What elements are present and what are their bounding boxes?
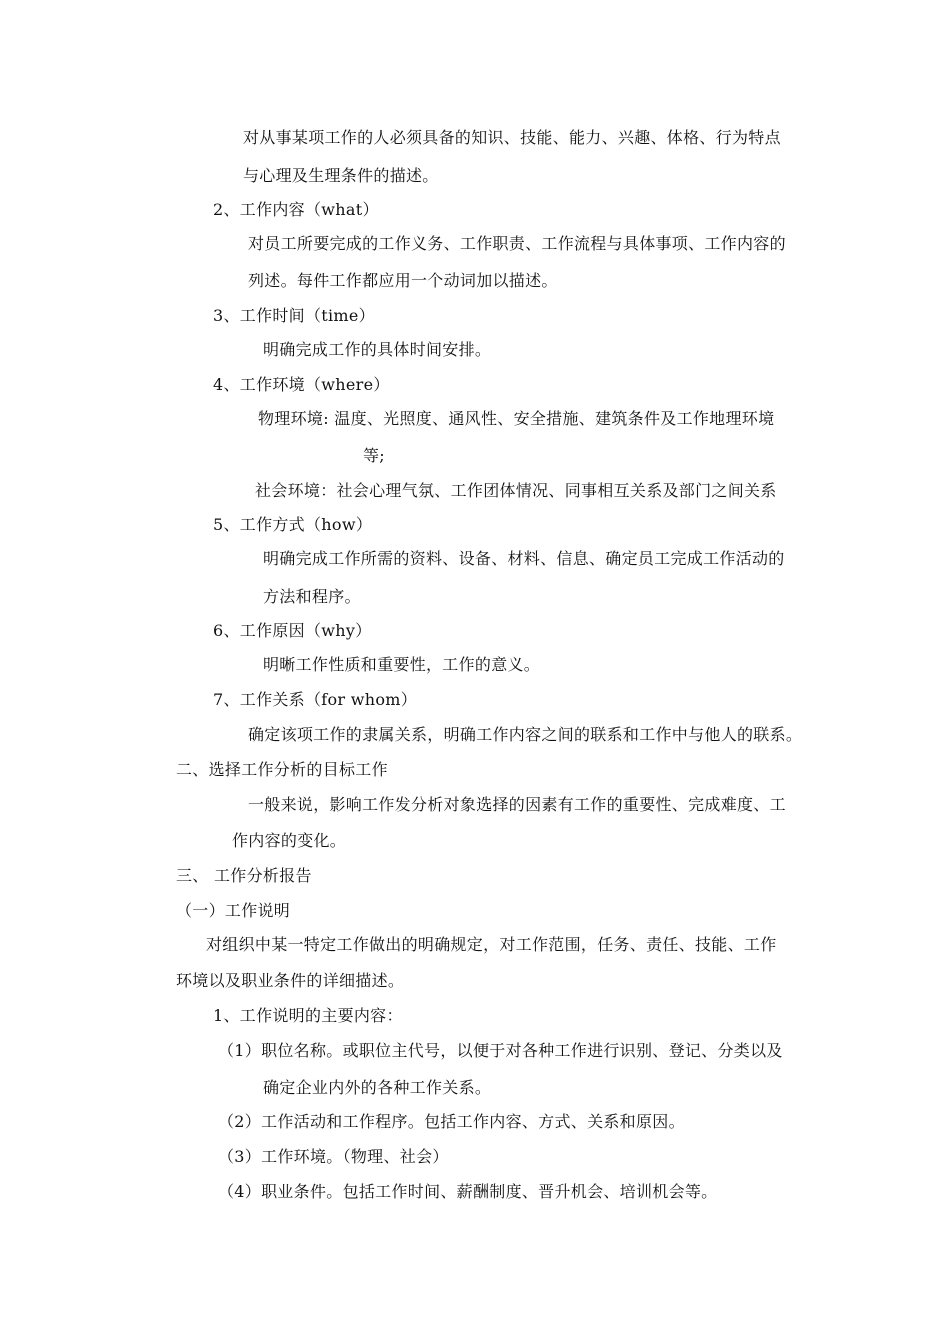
paragraph-line: 确定该项工作的隶属关系，明确工作内容之间的联系和工作中与他人的联系。 <box>248 725 803 744</box>
paragraph-line: 对从事某项工作的人必须具备的知识、技能、能力、兴趣、体格、行为特点 <box>243 128 781 147</box>
paragraph-line: 等; <box>363 446 385 465</box>
list-item: （1）职位名称。或职位主代号，以便于对各种工作进行识别、登记、分类以及 <box>218 1041 783 1060</box>
subsection-heading: （一）工作说明 <box>176 901 291 920</box>
section-heading: 1、工作说明的主要内容： <box>213 1006 403 1025</box>
paragraph-line: 方法和程序。 <box>263 587 361 606</box>
chapter-heading: 二、选择工作分析的目标工作 <box>176 760 388 779</box>
list-item-continuation: 确定企业内外的各种工作关系。 <box>263 1078 492 1097</box>
list-item: （3）工作环境。（物理、社会） <box>218 1147 449 1166</box>
paragraph-line: 与心理及生理条件的描述。 <box>243 166 439 185</box>
paragraph-line: 社会环境：社会心理气氛、工作团体情况、同事相互关系及部门之间关系 <box>255 481 777 500</box>
section-heading: 3、工作时间（time） <box>213 306 375 325</box>
paragraph-line: 物理环境: 温度、光照度、通风性、安全措施、建筑条件及工作地理环境 <box>258 409 775 428</box>
paragraph-line: 列述。每件工作都应用一个动词加以描述。 <box>248 271 558 290</box>
paragraph-line: 一般来说，影响工作发分析对象选择的因素有工作的重要性、完成难度、工 <box>248 795 786 814</box>
paragraph-line: 明晰工作性质和重要性，工作的意义。 <box>263 655 541 674</box>
paragraph-line: 环境以及职业条件的详细描述。 <box>176 971 405 990</box>
paragraph-line: 对组织中某一特定工作做出的明确规定，对工作范围，任务、责任、技能、工作 <box>206 935 777 954</box>
paragraph-line: 对员工所要完成的工作义务、工作职责、工作流程与具体事项、工作内容的 <box>248 234 786 253</box>
paragraph-line: 作内容的变化。 <box>232 831 347 850</box>
section-heading: 2、工作内容（what） <box>213 200 379 219</box>
section-heading: 7、工作关系（for whom） <box>213 690 418 709</box>
list-item: （2）工作活动和工作程序。包括工作内容、方式、关系和原因。 <box>218 1112 685 1131</box>
section-heading: 6、工作原因（why） <box>213 621 372 640</box>
list-item: （4）职业条件。包括工作时间、薪酬制度、晋升机会、培训机会等。 <box>218 1182 718 1201</box>
chapter-heading: 三、 工作分析报告 <box>176 866 312 885</box>
paragraph-line: 明确完成工作的具体时间安排。 <box>263 340 492 359</box>
paragraph-line: 明确完成工作所需的资料、设备、材料、信息、确定员工完成工作活动的 <box>263 549 785 568</box>
section-heading: 5、工作方式（how） <box>213 515 373 534</box>
section-heading: 4、工作环境（where） <box>213 375 390 394</box>
